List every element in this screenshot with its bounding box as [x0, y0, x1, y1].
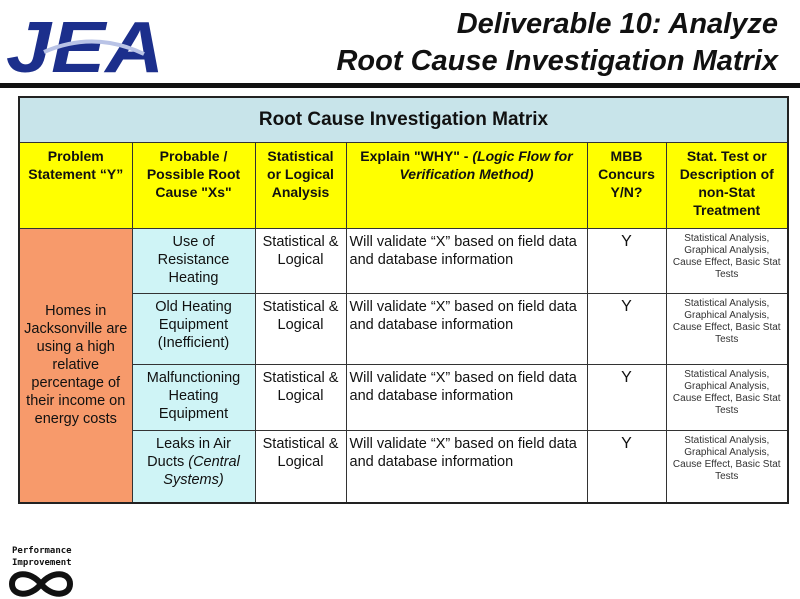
cause-text: Leaks in Air Ducts: [147, 436, 231, 470]
root-cause-cell: [132, 365, 255, 431]
desc-cell: Statistical Analysis, Graphical Analysis, Cause Effect, Basic Stat Tests: [666, 294, 788, 365]
performance-improvement-logo: [12, 545, 82, 569]
analysis-cell: Statistical & Logical: [255, 229, 346, 294]
desc-cell: Statistical Analysis, Graphical Analysis, Cause Effect, Basic Stat Tests: [666, 365, 788, 431]
analysis-cell: Statistical & Logical: [255, 431, 346, 503]
header-divider: [0, 83, 800, 88]
why-cell: Will validate “X” based on field data and database information: [346, 431, 587, 503]
table-row: [19, 431, 788, 503]
mbb-cell: Y: [587, 229, 666, 294]
slide-title-line1: Deliverable 10: Analyze: [456, 8, 778, 40]
table-row: [19, 294, 788, 365]
col-header-cause: Probable / Possible Root Cause "Xs": [132, 143, 255, 229]
root-cause-matrix: [18, 96, 789, 504]
cause-italic: (Central Systems): [163, 454, 240, 488]
col-header-mbb: MBB Concurs Y/N?: [587, 143, 666, 229]
cause-text: Old Heating Equipment (Inefficient): [155, 299, 232, 351]
logo-line1: Performance: [12, 546, 72, 556]
header-row: [19, 143, 788, 229]
desc-cell: Statistical Analysis, Graphical Analysis, Cause Effect, Basic Stat Tests: [666, 431, 788, 503]
slide-title-line2: Root Cause Investigation Matrix: [336, 45, 778, 77]
analysis-cell: Statistical & Logical: [255, 365, 346, 431]
why-header-italic: (Logic Flow for Verification Method): [399, 148, 573, 182]
why-cell: Will validate “X” based on field data and database information: [346, 365, 587, 431]
mbb-cell: Y: [587, 365, 666, 431]
why-cell: Will validate “X” based on field data and database information: [346, 229, 587, 294]
analysis-cell: Statistical & Logical: [255, 294, 346, 365]
col-header-desc: Stat. Test or Description of non-Stat Treatment: [666, 143, 788, 229]
svg-text:JEA: JEA: [6, 10, 164, 80]
col-header-why: [346, 143, 587, 229]
logo-line2: Improvement: [12, 558, 72, 568]
cause-text: Use of Resistance Heating: [157, 234, 230, 286]
mbb-cell: Y: [587, 431, 666, 503]
desc-cell: Statistical Analysis, Graphical Analysis, Cause Effect, Basic Stat Tests: [666, 229, 788, 294]
col-header-analysis: Statistical or Logical Analysis: [255, 143, 346, 229]
table-row: [19, 229, 788, 294]
why-header-text: Explain "WHY" -: [360, 148, 473, 164]
infinity-icon: [8, 570, 74, 598]
mbb-cell: Y: [587, 294, 666, 365]
jea-logo: [4, 10, 174, 80]
matrix-caption: Root Cause Investigation Matrix: [19, 97, 788, 143]
root-cause-cell: [132, 431, 255, 503]
root-cause-cell: [132, 229, 255, 294]
root-cause-cell: [132, 294, 255, 365]
table-row: [19, 365, 788, 431]
col-header-problem: Problem Statement “Y”: [19, 143, 132, 229]
problem-statement-cell: Homes in Jacksonville are using a high relative percentage of their income on energy costs: [19, 229, 132, 503]
cause-text: Malfunctioning Heating Equipment: [146, 370, 241, 422]
why-cell: Will validate “X” based on field data and database information: [346, 294, 587, 365]
